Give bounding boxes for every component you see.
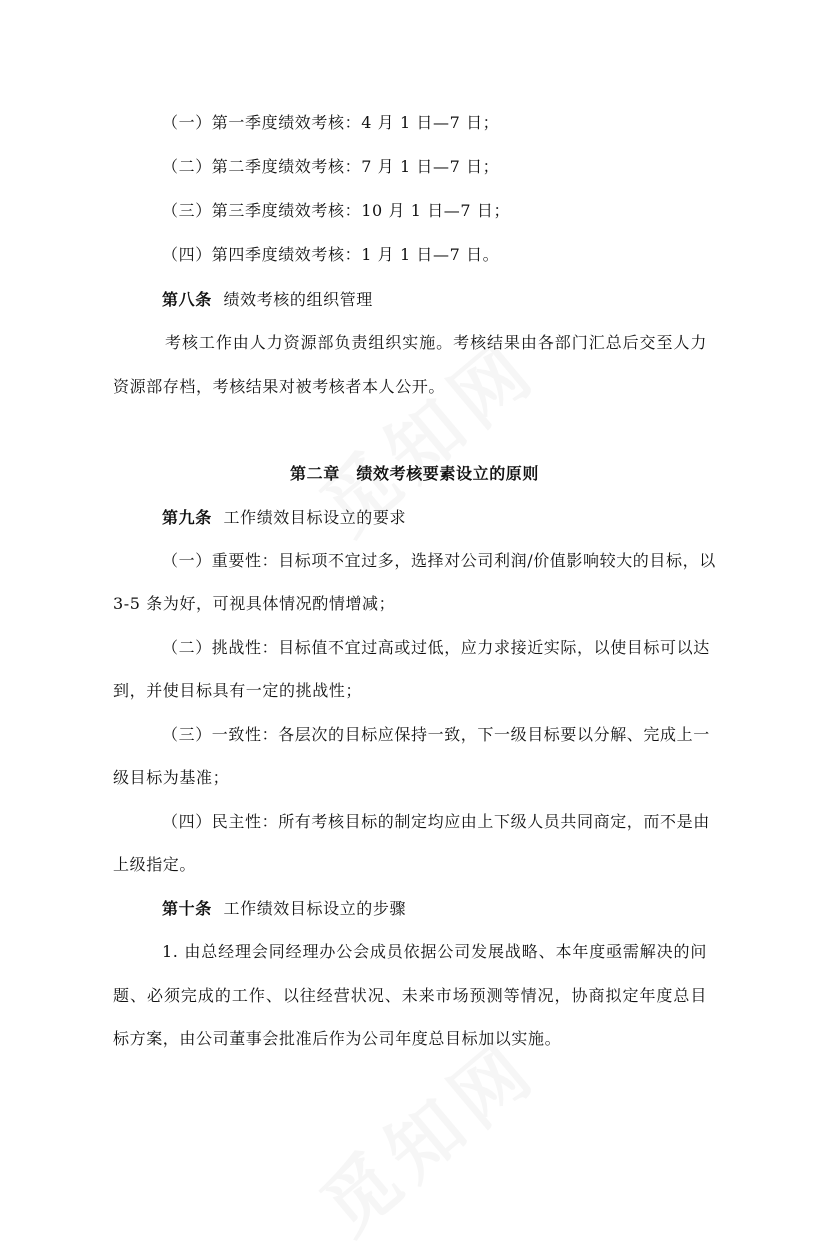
article-9-item-3-line-1: （三）一致性：各层次的目标应保持一致，下一级目标要以分解、完成上一 <box>162 725 710 744</box>
article-10-step-1-line-1: 1. 由总经理会同经理办公会成员依据公司发展战略、本年度亟需解决的问 <box>162 942 707 961</box>
article-9-item-4-line-1: （四）民主性：所有考核目标的制定均应由上下级人员共同商定，而不是由 <box>162 812 710 831</box>
schedule-item-q2: （二）第二季度绩效考核：7 月 1 日—7 日； <box>162 157 500 176</box>
article-9-item-1-line-1: （一）重要性：目标项不宜过多，选择对公司利润/价值影响较大的目标，以 <box>162 551 716 570</box>
article-8-title: 绩效考核的组织管理 <box>223 290 373 309</box>
article-9-item-3-line-2: 级目标为基准； <box>113 768 230 787</box>
article-10-step-1-line-3: 标方案，由公司董事会批准后作为公司年度总目标加以实施。 <box>113 1029 562 1048</box>
article-10-title: 工作绩效目标设立的步骤 <box>223 899 407 918</box>
schedule-item-q1: （一）第一季度绩效考核：4 月 1 日—7 日； <box>162 113 500 132</box>
article-9-heading <box>162 506 406 530</box>
article-9-title: 工作绩效目标设立的要求 <box>223 508 407 527</box>
article-9-item-2-line-2: 到，并使目标具有一定的挑战性； <box>113 681 363 700</box>
article-8-label: 第八条 <box>162 290 212 309</box>
chapter-2-title: 第二章 绩效考核要素设立的原则 <box>290 464 540 483</box>
article-10-step-1-line-2: 题、必须完成的工作、以往经营状况、未来市场预测等情况，协商拟定年度总目 <box>113 986 707 1005</box>
article-10-heading <box>162 897 406 921</box>
article-9-item-1-line-2: 3-5 条为好，可视具体情况酌情增减； <box>113 594 396 613</box>
schedule-item-q4: （四）第四季度绩效考核：1 月 1 日—7 日。 <box>162 245 500 264</box>
article-8-heading <box>162 288 373 312</box>
article-10-label: 第十条 <box>162 899 212 918</box>
article-9-item-2-line-1: （二）挑战性：目标值不宜过高或过低，应力求接近实际，以使目标可以达 <box>162 638 710 657</box>
article-8-body-line-1: 考核工作由人力资源部负责组织实施。考核结果由各部门汇总后交至人力 <box>165 333 707 352</box>
article-9-label: 第九条 <box>162 508 212 527</box>
schedule-item-q3: （三）第三季度绩效考核：10 月 1 日—7 日； <box>162 201 511 220</box>
article-9-item-4-line-2: 上级指定。 <box>113 855 197 874</box>
article-8-body-line-2: 资源部存档，考核结果对被考核者本人公开。 <box>113 377 446 396</box>
